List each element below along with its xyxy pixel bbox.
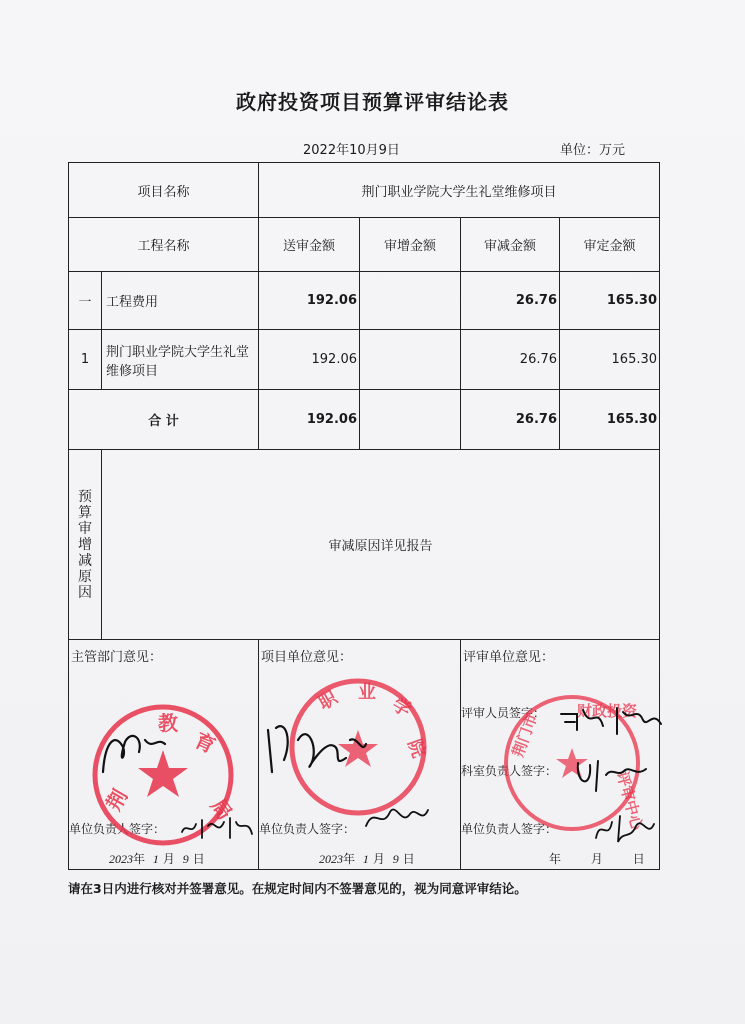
row-increase [360, 272, 461, 330]
amount-unit: 单位：万元 [560, 143, 626, 158]
reason-label-text: 预算审增减原因 [78, 488, 92, 601]
section-head-sign-label: 科室负责人签字： [461, 764, 558, 778]
header-item-name: 工程名称 [69, 218, 259, 272]
review-unit-sign-label: 单位负责人签字： [461, 822, 558, 836]
svg-text:学: 学 [388, 694, 415, 722]
total-submitted: 192.06 [259, 390, 360, 450]
svg-text:业: 业 [358, 682, 376, 703]
reason-label [69, 450, 102, 640]
header-submitted: 送审金额 [259, 218, 360, 272]
header-increase: 审增金额 [360, 218, 461, 272]
header-approved: 审定金额 [560, 218, 660, 272]
project-name-value: 荆门职业学院大学生礼堂维修项目 [259, 163, 660, 218]
project-name-label: 项目名称 [69, 163, 259, 218]
authority-opinion-signature [95, 722, 175, 782]
reviewer-sign-label: 评审人员签字： [461, 706, 546, 720]
review-unit-opinion-label: 评审单位意见： [463, 650, 555, 665]
svg-text:教: 教 [158, 711, 178, 735]
row-approved: 165.30 [560, 330, 660, 390]
footnote: 请在3日内进行核对并签署意见。在规定时间内不签署意见的，视为同意评审结论。 [68, 881, 527, 896]
reason-text: 审减原因详见报告 [102, 450, 660, 640]
row-index: 1 [69, 330, 102, 390]
svg-text:荆: 荆 [101, 785, 133, 815]
document-date: 2022年10月9日 [303, 143, 400, 158]
row-name: 荆门职业学院大学生礼堂维修项目 [102, 330, 259, 390]
project-head-signature [362, 796, 432, 836]
authority-sign-label: 单位负责人签字： [69, 822, 166, 836]
total-row [69, 390, 660, 450]
svg-text:荆门市: 荆门市 [508, 710, 542, 760]
section-head-signature [572, 755, 652, 795]
row-increase [360, 330, 461, 390]
reviewer-signature [557, 700, 667, 740]
project-unit-date: 2023年 1 月 9 日 [319, 852, 415, 866]
row-approved: 165.30 [560, 272, 660, 330]
authority-head-signature [178, 812, 258, 842]
row-index: 一 [69, 272, 102, 330]
project-unit-opinion-signature [262, 710, 372, 780]
authority-date: 2023年 1 月 9 日 [109, 852, 205, 866]
total-label: 合 计 [69, 390, 259, 450]
table-row [69, 272, 660, 330]
svg-text:评审中心: 评审中心 [613, 769, 647, 833]
review-head-signature [590, 808, 660, 848]
project-unit-sign-label: 单位负责人签字： [259, 822, 356, 836]
authority-opinion-label: 主管部门意见： [71, 650, 163, 665]
row-decrease: 26.76 [461, 330, 560, 390]
total-decrease: 26.76 [461, 390, 560, 450]
total-approved: 165.30 [560, 390, 660, 450]
svg-text:财政投资: 财政投资 [577, 702, 638, 720]
project-unit-opinion-label: 项目单位意见： [261, 650, 353, 665]
table-row [69, 330, 660, 390]
svg-text:育: 育 [190, 727, 220, 758]
total-increase [360, 390, 461, 450]
row-submitted: 192.06 [259, 272, 360, 330]
document-title: 政府投资项目预算评审结论表 [236, 90, 509, 114]
row-decrease: 26.76 [461, 272, 560, 330]
svg-text:局: 局 [205, 794, 238, 825]
svg-text:职: 职 [315, 687, 342, 715]
header-decrease: 审减金额 [461, 218, 560, 272]
row-name: 工程费用 [102, 272, 259, 330]
svg-text:院: 院 [403, 736, 430, 761]
review-unit-date: 年 月 日 [549, 852, 645, 866]
row-submitted: 192.06 [259, 330, 360, 390]
